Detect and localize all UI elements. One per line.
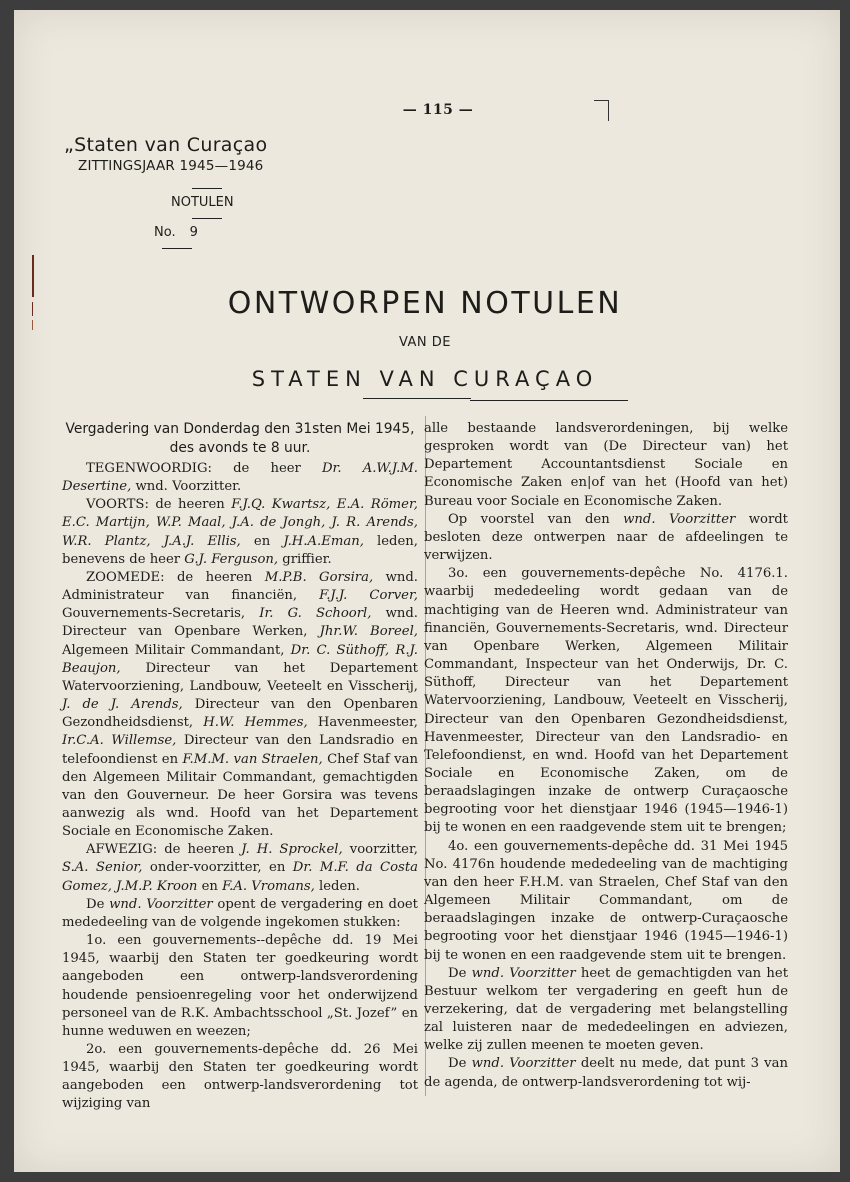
attendees-also: VOORTS: de heeren F.J.Q. Kwartsz, E.A. Römer, E.C. Martijn, W.P. Maal, J.A. de Jongh, J. R. Arends, W.R. Plantz, J.A.J. Ellis, en J.H.A.Eman, leden, benevens de heer G.J. Ferguson, griffier. — [62, 497, 418, 567]
welcome-paragraph: De wnd. Voorzitter heet de gemachtigden van het Bestuur welkom ter vergadering en geeft hun de verzekering, dat de vergadering met belangstelling zal luisteren naar de mededeelingen en adviezen, welke zij zullen meenen te moeten geven. — [424, 965, 788, 1054]
masthead-rule — [192, 188, 222, 189]
title-underline — [470, 400, 628, 401]
agenda-paragraph: De wnd. Voorzitter deelt nu mede, dat punt 3 van de agenda, de ontwerp-landsverordening tot wij- — [424, 1056, 788, 1090]
page-number: — 115 — — [402, 102, 474, 118]
masthead-number-label: No. — [154, 225, 176, 240]
masthead — [56, 134, 267, 249]
masthead-rule — [162, 248, 192, 249]
title-underline — [363, 398, 471, 399]
masthead-number-value: 9 — [189, 225, 198, 240]
item-4-paragraph: 4o. een gouvernements-depêche dd. 31 Mei 1945 No. 4176n houdende mededeeling van de machtiging van den heer F.H.M. van Straelen, Chef Staf van den Algemeen Militair Commandant, om de beraadslagingen inzake de ontwerp-Curaçaosche begrooting voor het dienstjaar 1946 (1945—1946-1) bij te wonen en een raadgevende stem uit te brengen. — [424, 838, 788, 963]
masthead-title: „Staten van Curaçao — [64, 134, 268, 156]
masthead-notulen: NOTULEN — [171, 195, 234, 210]
masthead-session: ZITTINGSJAAR 1945—1946 — [78, 158, 264, 174]
document-body-name: STATEN VAN CURAÇAO — [251, 367, 599, 391]
item-3-paragraph: 3o. een gouvernements-depêche No. 4176.1. waarbij mededeeling wordt gedaan van de machtiging van de Heeren wnd. Administrateur van financiën, Gouvernements-Secretaris, wnd. Directeur van Openbare Werken, Algemeen Militair Commandant, Inspecteur van het Onderwijs, Dr. C. Süthoff, Directeur van het Departement Watervoorziening, Landbouw, Veeteelt en Visscherij, Directeur van den Openbaren Gezondheidsdienst, Havenmeester, Directeur van den Landsradio- en Telefoondienst, en wnd. Hoofd van het Departement Sociale en Economische Zaken, om de beraadslagingen inzake de ontwerp Curaçaosche begrooting voor het dienstjaar 1946 (1945—1946-1) bij te wonen en een raadgevende stem uit te brengen; — [424, 566, 788, 836]
margin-pencil-mark — [32, 320, 33, 330]
attendees-present: TEGENWOORDIG: de heer Dr. A.W.J.M. Desertine, wnd. Voorzitter. — [62, 461, 418, 495]
right-column — [424, 420, 788, 1092]
referral-paragraph: Op voorstel van den wnd. Voorzitter wordt besloten deze ontwerpen naar de afdeelingen te verwijzen. — [424, 511, 788, 564]
attendees-delegates: ZOOMEDE: de heeren M.P.B. Gorsira, wnd. Administrateur van financiën, F.J.J. Corver, Gouvernements-Secretaris, Ir. G. Schoorl, wnd. Directeur van Openbare Werken, Jhr.W. Boreel, Algemeen Militair Commandant, Dr. C. Süthoff, R.J. Beaujon, Directeur van het Departement Watervoorziening, Landbouw, Veeteelt en Visscherij, J. de J. Arends, Directeur van den Openbaren Gezondheidsdienst, H.W. Hemmes, Havenmeester, Ir.C.A. Willemse, Directeur van den Landsradio en telefoondienst en F.M.M. van Straelen, Chef Staf van den Algemeen Militair Commandant, gemachtigden van den Gouverneur. De heer Gorsira was tevens aanwezig als wnd. Hoofd van het Departement Sociale en Economische Zaken. — [62, 569, 418, 840]
document-title: ONTWORPEN NOTULEN — [227, 286, 623, 321]
item-1-paragraph: 1o. een gouvernements--depêche dd. 19 Mei 1945, waarbij den Staten ter goedkeuring wordt aangeboden een ontwerp-landsverordening houdende pensioenregeling voor het onderwijzend personeel van de R.K. Ambachtsschool „St. Jozef” en hunne weduwen en weezen; — [62, 933, 418, 1039]
corner-bracket-mark — [594, 100, 609, 121]
masthead-rule — [192, 218, 222, 219]
document-subtitle: VAN DE — [398, 335, 452, 350]
attendees-absent: AFWEZIG: de heeren J. H. Sprockel, voorzitter, S.A. Senior, onder-voorzitter, en Dr. M.F. da Costa Gomez, J.M.P. Kroon en F.A. Vromans, leden. — [62, 842, 418, 894]
item-2-paragraph: 2o. een gouvernements-depêche dd. 26 Mei 1945, waarbij den Staten ter goedkeuring wordt aangeboden een ontwerp-landsverordening tot wijziging van — [62, 1042, 418, 1112]
masthead-number — [154, 225, 267, 240]
item-2-continued: alle bestaande landsverordeningen, bij welke gesproken wordt van (De Directeur van) het Departement Accountantsdienst Sociale en Economische Zaken en|of van het (Hoofd van het) Bureau voor Sociale en Economische Zaken. — [424, 421, 788, 509]
left-column — [62, 420, 418, 1114]
opening-paragraph: De wnd. Voorzitter opent de vergadering en doet mededeeling van de volgende ingekomen stukken: — [62, 896, 418, 930]
meeting-heading: Vergadering van Donderdag den 31sten Mei 1945, des avonds te 8 uur. — [65, 421, 415, 456]
